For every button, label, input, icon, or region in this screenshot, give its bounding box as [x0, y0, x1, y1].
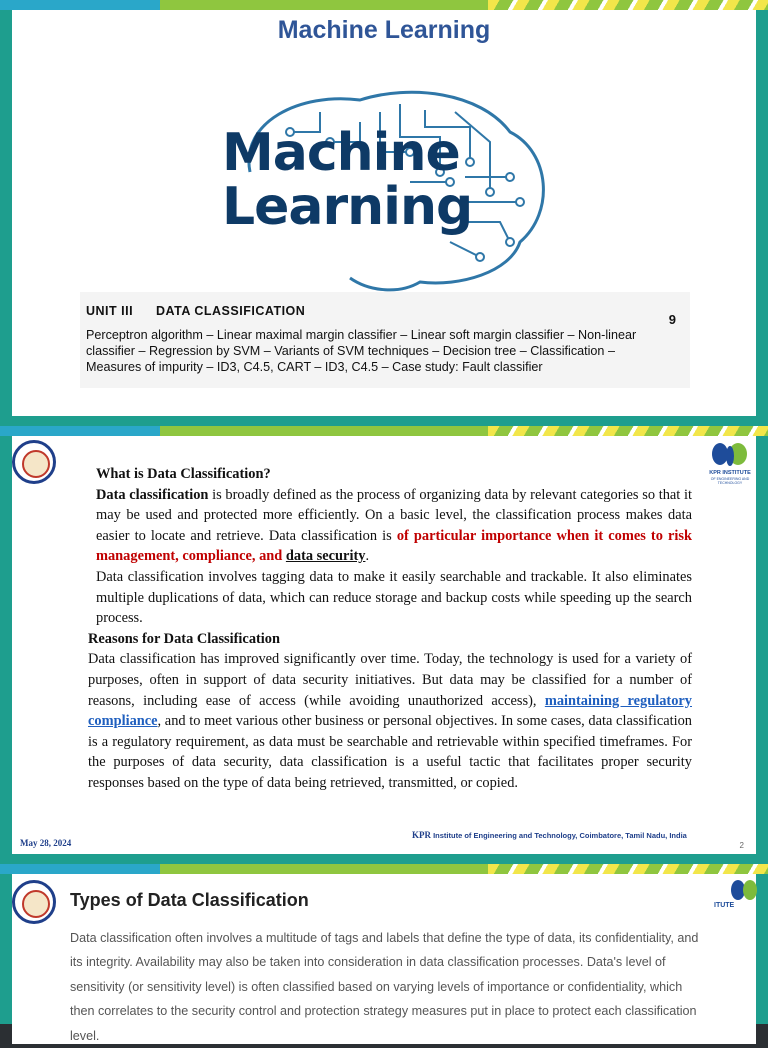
top-hatch	[488, 0, 768, 10]
slide-title: Machine Learning	[277, 16, 491, 44]
reasons-paragraph	[88, 649, 692, 793]
slide-1-content	[12, 10, 756, 416]
slide-3-content	[12, 874, 756, 1044]
syllabus-topics	[86, 327, 686, 375]
tagging-paragraph: Data classification involves tagging data to make it easily searchable and trackable. It also eliminates multiple duplications of data, which can reduce storage and backup costs while speeding up the search process.	[96, 568, 692, 627]
slide-2-content	[12, 436, 756, 854]
college-seal-icon	[12, 440, 56, 484]
kpr-logo-partial-text: ITUTE	[714, 902, 735, 909]
top-hatch	[488, 864, 768, 874]
logo-line-1: Machine	[222, 123, 460, 183]
slide-2	[0, 426, 768, 864]
footer-kpr: KPR	[412, 830, 431, 840]
reasons-text-1: Data classification has improved significantly over time. Today, the technology is used for a variety of purposes, often in support of data security initiatives. But data may be classified for a number of reasons, including ease of access (while avoiding unauthorized access),	[88, 651, 692, 709]
syllabus-box	[80, 292, 690, 388]
reasons-text-2: , and to meet various other business or personal objectives. In some cases, data classification is a regulatory requirement, as data must be searchable and retrievable within specified timeframes. For the purposes of data security, data classification is a useful tactic that facilitates proper security responses based on the type of data being retrieved, transmitted, or copied.	[88, 713, 692, 791]
logo-wordmark	[222, 123, 473, 237]
def-text: is broadly defined as the process of organizing data by relevant categories so that it may be used and protected more efficiently. On a basic level, the classification process makes data easier to locate and retrieve. Data classification is	[96, 486, 692, 544]
unit-title: DATA CLASSIFICATION	[156, 304, 306, 318]
kpr-leaf-icon	[704, 440, 756, 470]
syllabus-line: Perceptron algorithm – Linear maximal margin classifier – Linear soft margin classifier – Non-linear	[86, 328, 637, 342]
slide-3-title: Types of Data Classification	[70, 890, 309, 910]
slide-date: May 28, 2024	[20, 838, 72, 848]
underlined-text: data security	[285, 548, 366, 565]
top-hatch	[488, 426, 768, 436]
period: .	[365, 548, 370, 565]
question-heading: What is Data Classification?	[96, 466, 271, 482]
page-number: 2	[739, 841, 744, 850]
kpr-logo-partial	[712, 878, 756, 926]
emphasis-text: of particular importance when it comes to risk management, compliance, and	[96, 527, 692, 565]
slide-3-body: Data classification often involves a multitude of tags and labels that define the type of data, its confidentiality, and its integrity. Availability may also be taken into consideration in data classification processes. Data's level of sensitivity (or sensitivity level) is often classified based on varying levels of importance or confidentiality, which then correlates to the security control and protection strategy measures put in place to protect each classification level.	[70, 931, 699, 1043]
kpr-logo-name: KPR INSTITUTE	[709, 470, 751, 476]
unit-label: UNIT III	[86, 304, 134, 318]
syllabus-heading	[86, 304, 305, 318]
kpr-leaf-icon	[712, 878, 756, 902]
kpr-logo	[704, 440, 756, 488]
compliance-link[interactable]: maintaining regulatory compliance	[88, 692, 692, 730]
slide-1	[0, 0, 768, 426]
reasons-heading: Reasons for Data Classification	[88, 630, 281, 647]
syllabus-line: Measures of impurity – ID3, C4.5, CART – ID3, C4.5 – Case study: Fault classifier	[86, 360, 543, 374]
footer-rest: Institute of Engineering and Technology, Coimbatore, Tamil Nadu, India	[431, 831, 687, 840]
footer-institute	[412, 830, 687, 840]
syllabus-line: classifier – Regression by SVM – Variants of SVM techniques – Decision tree – Classification –	[86, 344, 615, 358]
logo-line-2: Learning	[222, 177, 473, 237]
slide-3	[0, 864, 768, 1043]
def-term: Data classification	[96, 486, 209, 503]
slide-2-body	[88, 464, 692, 794]
machine-learning-logo	[210, 82, 556, 294]
college-seal-icon	[12, 880, 56, 924]
unit-hours: 9	[668, 312, 676, 327]
kpr-logo-sub: OF ENGINEERING AND TECHNOLOGY	[710, 477, 750, 485]
definition-paragraph	[88, 485, 692, 567]
